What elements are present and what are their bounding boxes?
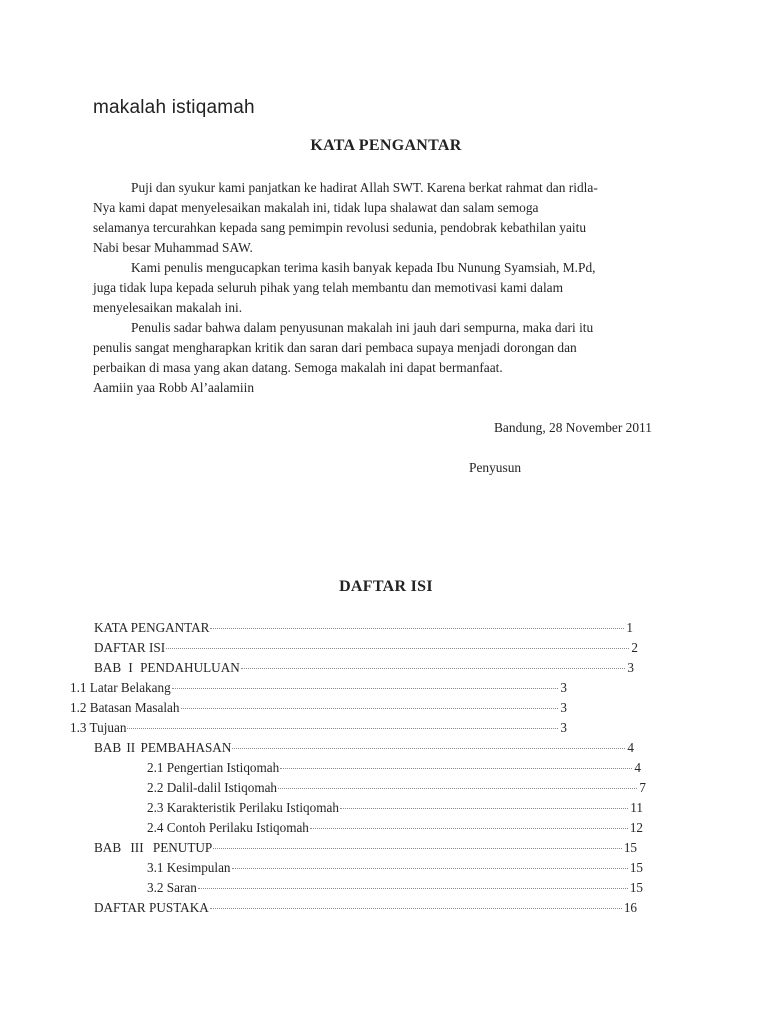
toc-entry-page: 3 — [560, 700, 567, 715]
toc-entry-label: DAFTAR ISI — [94, 640, 166, 655]
toc-entry-page: 3 — [560, 720, 567, 735]
signature-role: Penyusun — [469, 460, 522, 475]
toc-entry-page: 4 — [634, 760, 641, 775]
toc-entry-page: 2 — [631, 640, 638, 655]
toc-entry-page: 16 — [623, 900, 637, 915]
toc-entry[interactable] — [147, 880, 643, 900]
toc-entry-page: 15 — [623, 840, 637, 855]
toc-entry-label: 2.2 Dalil-dalil Istiqomah — [147, 780, 278, 795]
toc-entry-label: BAB I PENDAHULUAN — [94, 660, 240, 675]
toc-entry[interactable] — [147, 800, 643, 820]
toc-entry[interactable] — [94, 640, 638, 660]
toc-leader-dots — [166, 648, 629, 649]
signature-place-date: Bandung, 28 November 2011 — [494, 420, 652, 435]
paragraph-line: Puji dan syukur kami panjatkan ke hadirat Allah SWT. Karena berkat rahmat dan ridla- — [131, 180, 598, 195]
toc-leader-dots — [198, 888, 628, 889]
toc-leader-dots — [181, 708, 559, 709]
toc-entry[interactable] — [94, 900, 637, 920]
toc-entry[interactable] — [70, 720, 567, 740]
toc-entry-page: 12 — [629, 820, 643, 835]
toc-entry-page: 1 — [626, 620, 633, 635]
document-title: makalah istiqamah — [93, 97, 255, 118]
toc-entry[interactable] — [94, 840, 637, 860]
toc-leader-dots — [232, 748, 625, 749]
toc-entry-label: 1.2 Batasan Masalah — [70, 700, 180, 715]
toc-entry[interactable] — [70, 700, 567, 720]
paragraph-line: Penulis sadar bahwa dalam penyusunan makalah ini jauh dari sempurna, maka dari itu — [131, 320, 594, 335]
toc-leader-dots — [172, 688, 559, 689]
toc-entry-label: DAFTAR PUSTAKA — [94, 900, 209, 915]
paragraph-line: Nya kami dapat menyelesaikan makalah ini, tidak lupa shalawat dan salam semoga — [93, 200, 539, 215]
paragraph-line: perbaikan di masa yang akan datang. Semoga makalah ini dapat bermanfaat. — [93, 360, 503, 375]
toc-leader-dots — [232, 868, 628, 869]
toc-leader-dots — [127, 728, 558, 729]
toc-entry[interactable] — [94, 660, 634, 680]
toc-entry-label: 2.4 Contoh Perilaku Istiqomah — [147, 820, 309, 835]
toc-leader-dots — [278, 788, 637, 789]
toc-entry-page: 4 — [627, 740, 634, 755]
daftar-isi-heading: DAFTAR ISI — [339, 578, 433, 595]
toc-entry[interactable] — [94, 740, 634, 760]
toc-entry-label: KATA PENGANTAR — [94, 620, 210, 635]
toc-entry-label: BAB III PENUTUP — [94, 840, 213, 855]
toc-entry-page: 7 — [639, 780, 646, 795]
toc-entry[interactable] — [147, 760, 641, 780]
toc-entry-label: BAB II PEMBAHASAN — [94, 740, 232, 755]
toc-entry[interactable] — [147, 820, 643, 840]
toc-entry-page: 3 — [627, 660, 634, 675]
toc-entry-page: 3 — [560, 680, 567, 695]
paragraph-line: penulis sangat mengharapkan kritik dan saran dari pembaca supaya menjadi dorongan dan — [93, 340, 577, 355]
paragraph-line: Nabi besar Muhammad SAW. — [93, 240, 253, 255]
toc-entry-page: 15 — [629, 880, 643, 895]
toc-entry-label: 3.1 Kesimpulan — [147, 860, 231, 875]
toc-leader-dots — [210, 628, 624, 629]
toc-entry[interactable] — [94, 620, 633, 640]
toc-entry-label: 3.2 Saran — [147, 880, 197, 895]
paragraph-line: Kami penulis mengucapkan terima kasih banyak kepada Ibu Nunung Syamsiah, M.Pd, — [131, 260, 596, 275]
toc-entry[interactable] — [70, 680, 567, 700]
toc-entry-label: 1.3 Tujuan — [70, 720, 127, 735]
toc-entry-page: 15 — [629, 860, 643, 875]
toc-leader-dots — [213, 848, 622, 849]
toc-entry[interactable] — [147, 780, 646, 800]
toc-entry-label: 2.3 Karakteristik Perilaku Istiqomah — [147, 800, 339, 815]
toc-entry-page: 11 — [630, 800, 643, 815]
paragraph-line: juga tidak lupa kepada seluruh pihak yang telah membantu dan memotivasi kami dalam — [93, 280, 564, 295]
toc-leader-dots — [241, 668, 626, 669]
toc-leader-dots — [340, 808, 628, 809]
toc-entry-label: 1.1 Latar Belakang — [70, 680, 171, 695]
kata-pengantar-heading: KATA PENGANTAR — [310, 137, 462, 154]
paragraph-line: selamanya tercurahkan kepada sang pemimpin revolusi sedunia, pendobrak kebathilan yaitu — [93, 220, 587, 235]
toc-leader-dots — [210, 908, 622, 909]
toc-leader-dots — [280, 768, 632, 769]
toc-entry-label: 2.1 Pengertian Istiqomah — [147, 760, 280, 775]
toc-leader-dots — [310, 828, 628, 829]
closing-line: Aamiin yaa Robb Al’aalamiin — [93, 380, 255, 395]
paragraph-line: menyelesaikan makalah ini. — [93, 300, 243, 315]
toc-entry[interactable] — [147, 860, 643, 880]
